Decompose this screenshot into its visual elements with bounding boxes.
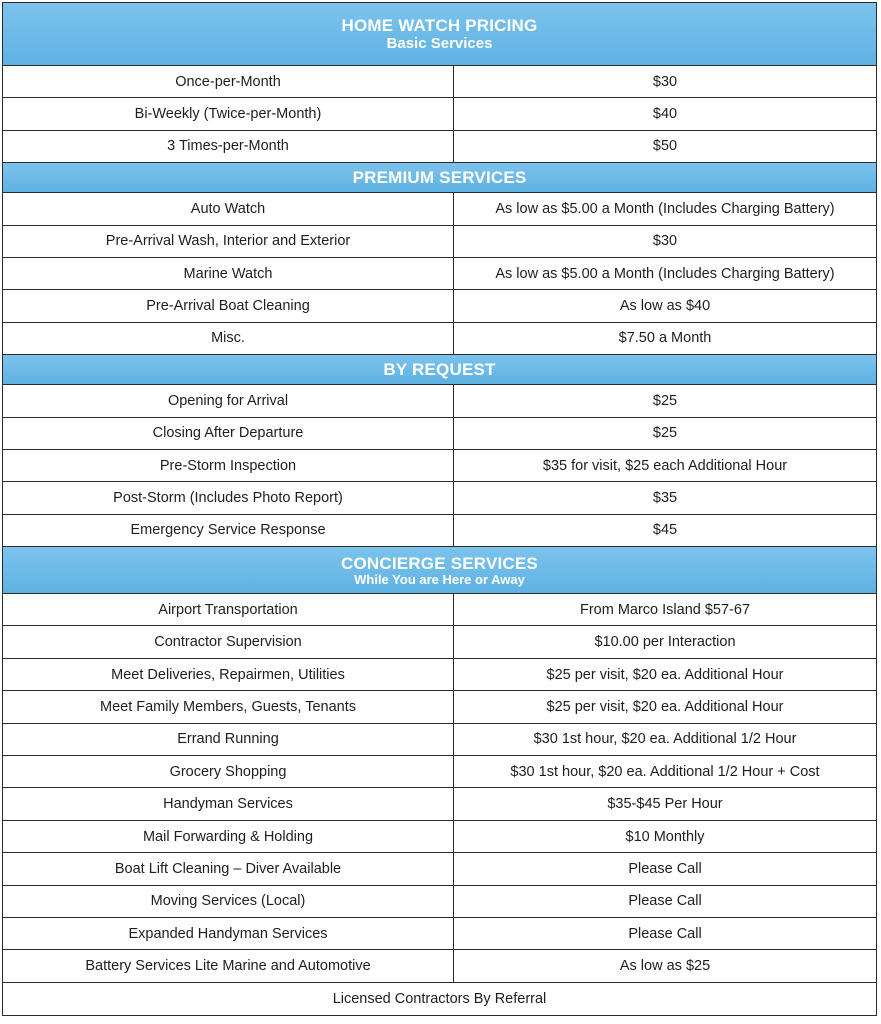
footer-note: Licensed Contractors By Referral [332,990,547,1007]
table-row [3,131,876,163]
service-price: $35-$45 Per Hour [607,796,723,813]
service-price: $30 [652,233,678,250]
service-name: Contractor Supervision [3,626,454,657]
service-name: Airport Transportation [3,594,454,625]
table-row [3,418,876,450]
service-name: Auto Watch [3,193,454,224]
service-price: Please Call [628,925,702,942]
table-row [3,918,876,950]
table-row [3,98,876,130]
service-name: Meet Family Members, Guests, Tenants [3,691,454,722]
by-request-section [3,385,876,547]
table-row [3,659,876,691]
table-row [3,258,876,290]
concierge-services-section [3,594,876,1015]
service-name: Once-per-Month [3,66,454,97]
service-name: Opening for Arrival [3,385,454,416]
service-price: $25 [652,392,678,409]
service-name: Expanded Handyman Services [3,918,454,949]
service-name: 3 Times-per-Month [3,131,454,162]
service-price: $30 1st hour, $20 ea. Additional 1/2 Hour + Cost [510,763,820,780]
table-row [3,853,876,885]
service-price: $45 [652,522,678,539]
service-name: Post-Storm (Includes Photo Report) [3,482,454,513]
table-row [3,756,876,788]
premium-services-title: PREMIUM SERVICES [352,168,527,188]
service-price: $25 per visit, $20 ea. Additional Hour [546,698,784,715]
table-row [3,886,876,918]
table-row [3,226,876,258]
service-price: $30 1st hour, $20 ea. Additional 1/2 Hour [533,731,797,748]
service-price: Please Call [628,860,702,877]
service-name: Meet Deliveries, Repairmen, Utilities [3,659,454,690]
service-name: Mail Forwarding & Holding [3,821,454,852]
service-name: Pre-Arrival Wash, Interior and Exterior [3,226,454,257]
service-price: $10 Monthly [625,828,705,845]
service-price: $30 [652,73,678,90]
service-price: $40 [652,106,678,123]
service-price: $50 [652,138,678,155]
table-row [3,450,876,482]
concierge-services-header [3,547,876,594]
table-row [3,290,876,322]
table-row [3,66,876,98]
table-row [3,691,876,723]
footer-row [3,983,876,1015]
concierge-services-subtitle: While You are Here or Away [354,571,525,587]
table-row [3,594,876,626]
service-price: As low as $25 [619,958,711,975]
service-name: Boat Lift Cleaning – Diver Available [3,853,454,884]
table-row [3,788,876,820]
service-price: $10.00 per Interaction [594,634,736,651]
service-name: Grocery Shopping [3,756,454,787]
table-row [3,482,876,514]
premium-services-section [3,193,876,355]
service-name: Emergency Service Response [3,515,454,546]
service-price: $35 for visit, $25 each Additional Hour [542,457,788,474]
by-request-header [3,355,876,385]
service-price: Please Call [628,893,702,910]
service-price: As low as $40 [619,298,711,315]
table-row [3,515,876,547]
service-price: From Marco Island $57-67 [579,601,751,618]
service-price: $7.50 a Month [618,330,712,347]
service-name: Misc. [3,323,454,354]
service-price: $25 [652,425,678,442]
table-row [3,385,876,417]
pricing-table [2,2,877,1016]
service-price: $25 per visit, $20 ea. Additional Hour [546,666,784,683]
table-row [3,821,876,853]
table-row [3,323,876,355]
by-request-title: BY REQUEST [383,360,496,380]
service-name: Handyman Services [3,788,454,819]
page-title: HOME WATCH PRICING [341,16,538,35]
service-name: Moving Services (Local) [3,886,454,917]
service-name: Pre-Storm Inspection [3,450,454,481]
basic-services-subtitle: Basic Services [386,35,493,52]
table-row [3,724,876,756]
service-name: Errand Running [3,724,454,755]
home-watch-header [3,3,876,66]
service-price: As low as $5.00 a Month (Includes Charging Battery) [495,200,835,217]
service-price: As low as $5.00 a Month (Includes Charging Battery) [495,265,835,282]
table-row [3,950,876,982]
service-name: Pre-Arrival Boat Cleaning [3,290,454,321]
service-name: Bi-Weekly (Twice-per-Month) [3,98,454,129]
concierge-services-title: CONCIERGE SERVICES [341,553,538,573]
table-row [3,626,876,658]
service-price: $35 [652,489,678,506]
table-row [3,193,876,225]
service-name: Marine Watch [3,258,454,289]
premium-services-header [3,163,876,193]
service-name: Closing After Departure [3,418,454,449]
basic-services-section [3,66,876,163]
service-name: Battery Services Lite Marine and Automotive [3,950,454,981]
